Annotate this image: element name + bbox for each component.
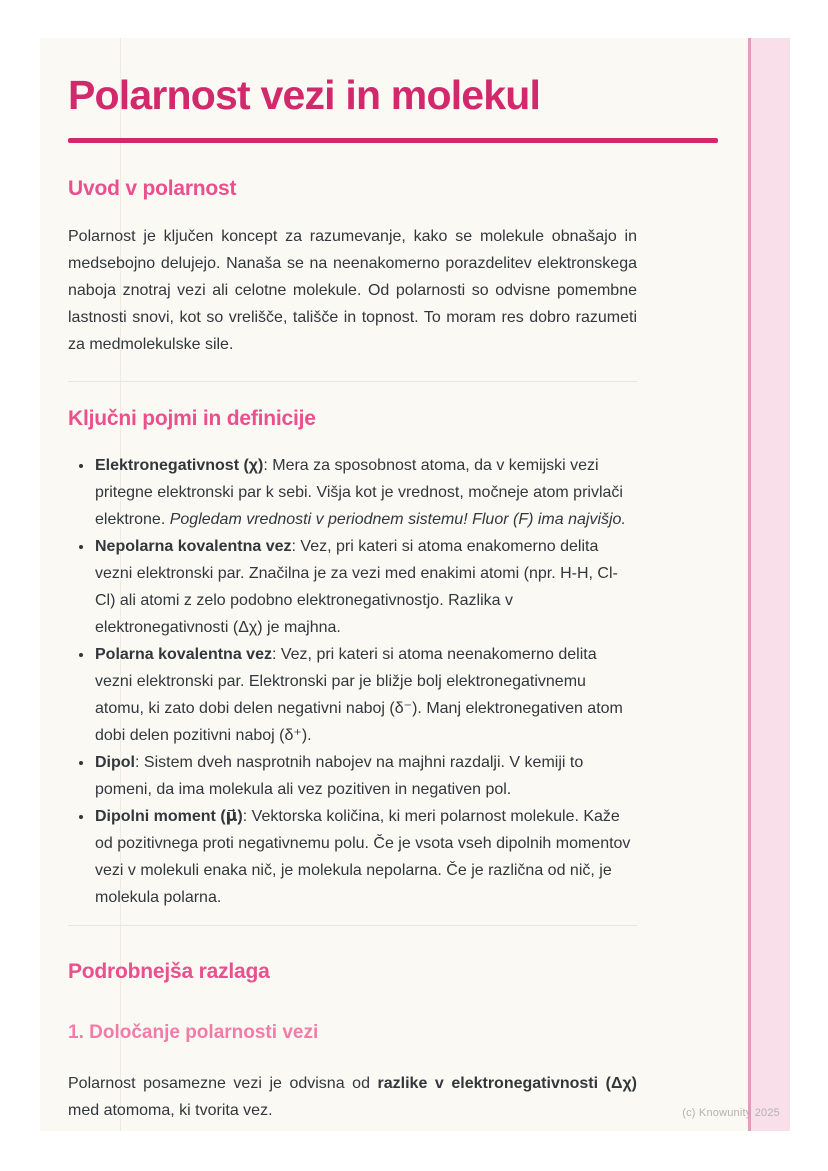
subsection-heading-dolocanje: 1. Določanje polarnosti vezi xyxy=(68,1022,319,1043)
section-heading-razlaga: Podrobnejša razlaga xyxy=(68,960,270,983)
title-underline-rule xyxy=(68,138,718,143)
document-title: Polarnost vezi in molekul xyxy=(68,72,541,118)
definition-item-elektronegativnost xyxy=(94,452,637,533)
detail-text-after: med atomoma, ki tvorita vez. xyxy=(68,1102,273,1119)
definition-text: : Sistem dveh nasprotnih nabojev na majhni razdalji. V kemiji to pomeni, da ima molekula ali vez pozitiven in negativen pol. xyxy=(95,754,584,798)
section-heading-uvod: Uvod v polarnost xyxy=(68,177,237,200)
definition-term: Dipolni moment (μ⃗) xyxy=(95,808,243,825)
section-heading-pojmi: Ključni pojmi in definicije xyxy=(68,407,316,430)
definition-text: : Vektorska količina, ki meri polarnost molekule. Kaže od pozitivnega proti negativnemu polu. Če je vsota vseh dipolnih momentov vezi v molekuli enaka nič, je molekula nepolarna. Če je različna od nič, je molekula polarna. xyxy=(95,808,631,906)
definition-item-polarna-vez xyxy=(94,641,637,749)
definition-note: Pogledam vrednosti v periodnem sistemu! Fluor (F) ima najvišjo. xyxy=(169,511,626,528)
definition-term: Dipol xyxy=(95,754,135,771)
intro-paragraph: Polarnost je ključen koncept za razumevanje, kako se molekule obnašajo in medsebojno delujejo. Nanaša se na neenakomerno porazdelitev elektronskega naboja znotraj vezi ali celotne molekule. Od polarnosti so odvisne pomembne lastnosti snovi, kot so vrelišče, tališče in topnost. To moram res dobro razumeti za medmolekulske sile. xyxy=(68,228,637,353)
detail-text-before: Polarnost posamezne vezi je odvisna od xyxy=(68,1075,378,1092)
definition-item-dipolni-moment xyxy=(94,803,637,911)
copyright-watermark: (c) Knowunity 2025 xyxy=(682,1107,780,1119)
detail-text-bold: razlike v elektronegativnosti (Δχ) xyxy=(377,1075,637,1092)
pink-side-stripe xyxy=(748,38,790,1131)
definition-item-dipol xyxy=(94,749,637,803)
definitions-list xyxy=(68,452,637,911)
section-divider xyxy=(68,925,637,926)
detail-paragraph xyxy=(68,1070,637,1124)
definition-text: : Mera za sposobnost atoma, da v kemijski vezi pritegne elektronski par k sebi. Višja kot je vrednost, močneje atom privlači elektrone. xyxy=(95,457,623,528)
definition-term: Nepolarna kovalentna vez xyxy=(95,538,292,555)
document-content xyxy=(68,38,637,1124)
notes-sheet xyxy=(40,38,790,1131)
definition-text: : Vez, pri kateri si atoma neenakomerno delita vezni elektronski par. Elektronski par je bližje bolj elektronegativnemu atomu, ki zato dobi delen negativni naboj (δ⁻). Manj elektronegativen atom dobi delen pozitivni naboj (δ⁺). xyxy=(95,646,623,744)
section-divider xyxy=(68,381,637,382)
definition-item-nepolarna-vez xyxy=(94,533,637,641)
definition-term: Elektronegativnost (χ) xyxy=(95,457,264,474)
definition-term: Polarna kovalentna vez xyxy=(95,646,272,663)
definition-text: : Vez, pri kateri si atoma enakomerno delita vezni elektronski par. Značilna je za vezi med enakimi atomi (npr. H-H, Cl-Cl) ali atomi z zelo podobno elektronegativnostjo. Razlika v elektronegativnosti (Δχ) je majhna. xyxy=(95,538,618,636)
